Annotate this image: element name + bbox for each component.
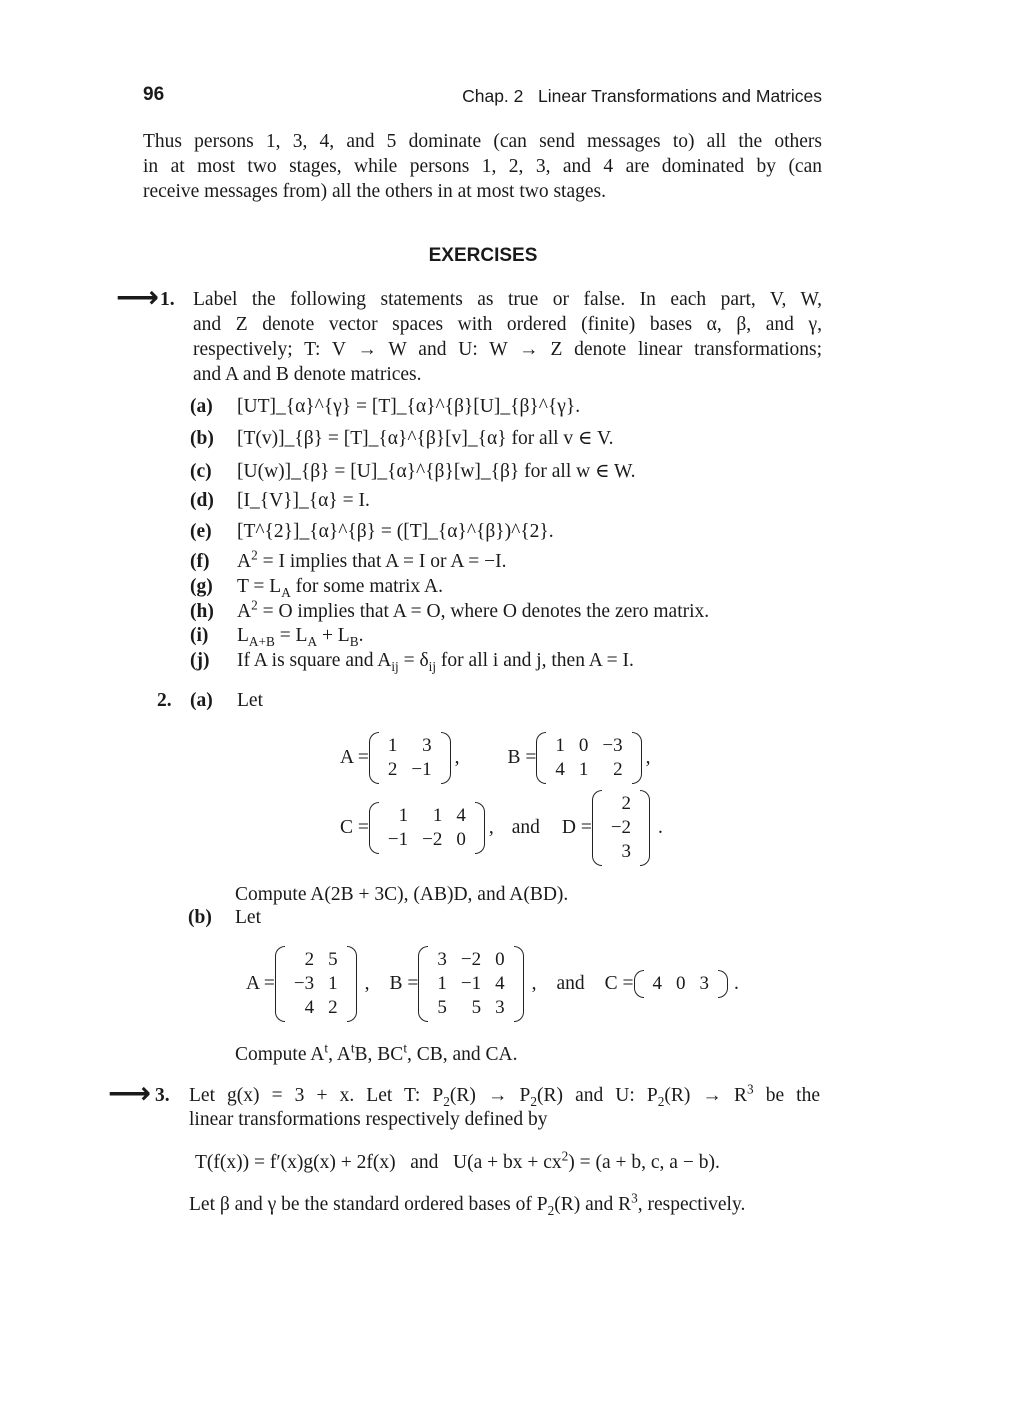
matrix-entry: 4	[304, 997, 315, 1018]
matrix-row	[430, 948, 511, 972]
left-paren	[536, 732, 546, 784]
matrix-entry: −2	[460, 949, 482, 970]
matrix-row	[381, 804, 473, 828]
running-header: Chap. 2 Linear Transformations and Matrices	[462, 86, 822, 106]
text-line: Let	[237, 690, 263, 711]
item-text: [U(w)]_{β} = [U]_{α}^{β}[w]_{β} for all w ∈ W.	[237, 461, 636, 482]
matrix-entry: 0	[456, 829, 466, 850]
item-text: If A is square and $A_{ij} = \delta_{ij}$ for all i and j, then A = I.	[237, 650, 634, 674]
statement-item	[190, 576, 443, 598]
matrix-B	[536, 732, 641, 784]
matrix-row	[287, 948, 345, 972]
item-text: [I_{V}]_{α} = I.	[237, 490, 370, 511]
exercise-number: 1.	[160, 289, 175, 310]
right-paren	[718, 970, 728, 998]
matrix-row	[430, 996, 511, 1020]
left-paren	[592, 790, 602, 866]
matrix-row	[381, 828, 473, 852]
matrix-body	[548, 734, 629, 782]
matrix-body	[430, 948, 511, 1020]
left-paren	[369, 802, 379, 854]
item-text: [T^{2}]_{α}^{β} = ([T]_{α}^{β})^{2}.	[237, 521, 554, 542]
statement-item	[190, 521, 554, 543]
matrix-entry: 5	[437, 997, 447, 1018]
part-label: (b)	[188, 907, 212, 928]
statement-item	[190, 426, 613, 450]
left-paren	[275, 946, 285, 1022]
text-line: and Z denote vector spaces with ordered (finite) bases α, β, and γ,	[193, 314, 822, 335]
matrix-entry: −2	[422, 829, 443, 850]
item-label: (d)	[190, 490, 214, 511]
item-label: (a)	[190, 396, 213, 417]
statement-item	[190, 459, 636, 483]
matrix-entry: 4	[495, 973, 505, 994]
exercise-number: 3.	[155, 1085, 170, 1106]
matrix-entry: 3	[621, 841, 632, 862]
text: and	[511, 817, 540, 838]
item-label: (f)	[190, 551, 210, 572]
text-line: Compute A(2B + 3C), (AB)D, and A(BD).	[235, 884, 569, 905]
statement-item	[190, 650, 634, 672]
matrix-entry: 1	[328, 973, 338, 994]
right-paren	[475, 802, 485, 854]
text-line: linear transformations respectively defined by	[189, 1109, 548, 1130]
matrix-entry: 2	[621, 793, 632, 814]
matrix-entry: 5	[471, 997, 482, 1018]
right-paren	[640, 790, 650, 866]
text-line: Let	[235, 907, 261, 928]
left-paren	[418, 946, 428, 1022]
right-paren	[514, 946, 524, 1022]
text-line: and A and B denote matrices.	[193, 364, 422, 385]
matrix-A	[369, 732, 451, 784]
item-label: (b)	[190, 428, 214, 449]
item-text: [UT]_{α}^{γ} = [T]_{α}^{β}[U]_{β}^{γ}.	[237, 396, 581, 417]
page-number: 96	[143, 84, 165, 105]
matrix-entry: 1	[387, 735, 398, 756]
text-line: in at most two stages, while persons 1, 2, 3, and 4 are dominated by (can	[143, 156, 822, 177]
hand-drawn-arrow-icon: ⟶	[108, 1076, 152, 1111]
matrix-C	[634, 970, 729, 998]
text-line: respectively; T: V → W and U: W → Z denote linear transformations;	[193, 339, 822, 360]
item-text: $A^2 = I$ implies that A = I or A = −I.	[237, 547, 507, 572]
matrix-name: A =	[340, 747, 369, 768]
matrix-body	[604, 792, 638, 864]
exercise-number: 2.	[157, 690, 172, 711]
text-line: Let g(x) = 3 + x. Let T: $P_2(R) \to P_2(R)$ and U: $P_2(R) \to R^3$ be the	[189, 1081, 820, 1109]
part-label: (a)	[190, 690, 213, 711]
display-equation: T(f(x)) = f′(x)g(x) + 2f(x) and U(a + bx + $cx^2) = (a + b$, c, a − b).	[195, 1148, 720, 1173]
text-line: Let β and γ be the standard ordered bases of $P_2(R)$ and $R^3$, respectively.	[189, 1190, 746, 1218]
matrix-body	[646, 972, 717, 996]
matrix-A	[275, 946, 357, 1022]
statement-item	[190, 490, 370, 512]
matrix-row	[646, 972, 717, 996]
text-line: receive messages from) all the others in at most two stages.	[143, 181, 606, 202]
matrix-entry: 4	[555, 759, 565, 780]
matrix-row	[287, 972, 345, 996]
item-text: $L_{A+B} = L_A + L_B$.	[237, 625, 364, 649]
item-label: (e)	[190, 521, 212, 542]
matrix-entry: 2	[387, 759, 398, 780]
matrix-entry: 1	[432, 805, 443, 826]
text: and	[556, 973, 585, 994]
matrix-name: B =	[389, 973, 419, 994]
matrix-entry: −3	[293, 973, 315, 994]
matrix-entry: 4	[652, 973, 663, 994]
matrix-row	[604, 792, 638, 816]
left-paren	[369, 732, 379, 784]
matrix-C	[369, 802, 485, 854]
matrix-entry: 3	[437, 949, 447, 970]
matrix-name: D =	[561, 817, 592, 838]
matrix-row	[548, 758, 629, 782]
matrix-body	[381, 804, 473, 852]
hand-drawn-arrow-icon: ⟶	[116, 280, 160, 315]
matrix-entry: −2	[610, 817, 632, 838]
item-label: (g)	[190, 576, 213, 597]
matrix-B	[418, 946, 523, 1022]
item-text: $A^2 = O$ implies that A = O, where O denotes the zero matrix.	[237, 597, 710, 622]
matrix-entry: 3	[495, 997, 505, 1018]
matrix-row	[430, 972, 511, 996]
matrix-entry: 4	[456, 805, 466, 826]
statement-item	[190, 396, 580, 418]
matrix-entry: −3	[602, 735, 623, 756]
statement-item	[190, 547, 507, 573]
matrix-body	[381, 734, 439, 782]
matrix-row	[381, 734, 439, 758]
item-text: [T(v)]_{β} = [T]_{α}^{β}[v]_{α} for all v ∈ V.	[237, 428, 614, 449]
text-line: Compute $A^t$, $A^tB$, $BC^t$, CB, and CA.	[235, 1040, 518, 1065]
item-label: (i)	[190, 625, 209, 646]
matrix-name: C =	[340, 817, 369, 838]
right-paren	[347, 946, 357, 1022]
matrix-entry: 2	[304, 949, 315, 970]
left-paren	[634, 970, 644, 998]
text-line: Label the following statements as true or false. In each part, V, W,	[193, 289, 822, 310]
matrix-equation-line: A = 1 3 2 −1 , B = 1 0 −3 4 1 2 ,	[340, 732, 650, 784]
item-label: (j)	[190, 650, 210, 671]
item-text: $T = L_A$ for some matrix A.	[237, 576, 443, 600]
matrix-row	[548, 734, 629, 758]
text-line: Thus persons 1, 3, 4, and 5 dominate (can send messages to) all the others	[143, 131, 822, 152]
matrix-name: B =	[507, 747, 537, 768]
matrix-entry: 1	[555, 735, 565, 756]
matrix-entry: −1	[387, 829, 409, 850]
right-paren	[441, 732, 451, 784]
matrix-entry: 2	[328, 997, 338, 1018]
statement-item	[190, 597, 710, 623]
matrix-row	[287, 996, 345, 1020]
matrix-row	[381, 758, 439, 782]
matrix-entry: 1	[578, 759, 589, 780]
matrix-entry: 3	[699, 973, 710, 994]
matrix-entry: 0	[495, 949, 505, 970]
matrix-body	[287, 948, 345, 1020]
matrix-entry: 0	[676, 973, 686, 994]
matrix-name: C =	[604, 973, 634, 994]
matrix-equation-line: C = 1 1 4 −1 −2 0 , and D = 2 −2 3 .	[340, 790, 663, 866]
matrix-entry: 2	[613, 759, 623, 780]
right-paren	[632, 732, 642, 784]
matrix-entry: 1	[437, 973, 447, 994]
matrix-entry: −1	[411, 759, 432, 780]
matrix-D	[592, 790, 650, 866]
matrix-entry: −1	[460, 973, 482, 994]
item-label: (h)	[190, 601, 214, 622]
section-title: EXERCISES	[428, 245, 538, 266]
matrix-row	[604, 840, 638, 864]
matrix-equation-line: A = 2 5 −3 1 4 2 , B = 3 −2 0 1 −1 4 5 5 3 , and C = 4 0 3 .	[246, 946, 739, 1022]
matrix-entry: 5	[328, 949, 338, 970]
matrix-row	[604, 816, 638, 840]
matrix-name: A =	[246, 973, 275, 994]
item-label: (c)	[190, 461, 212, 482]
matrix-entry: 1	[398, 805, 409, 826]
matrix-entry: 0	[578, 735, 589, 756]
statement-item	[190, 625, 363, 647]
matrix-entry: 3	[422, 735, 432, 756]
